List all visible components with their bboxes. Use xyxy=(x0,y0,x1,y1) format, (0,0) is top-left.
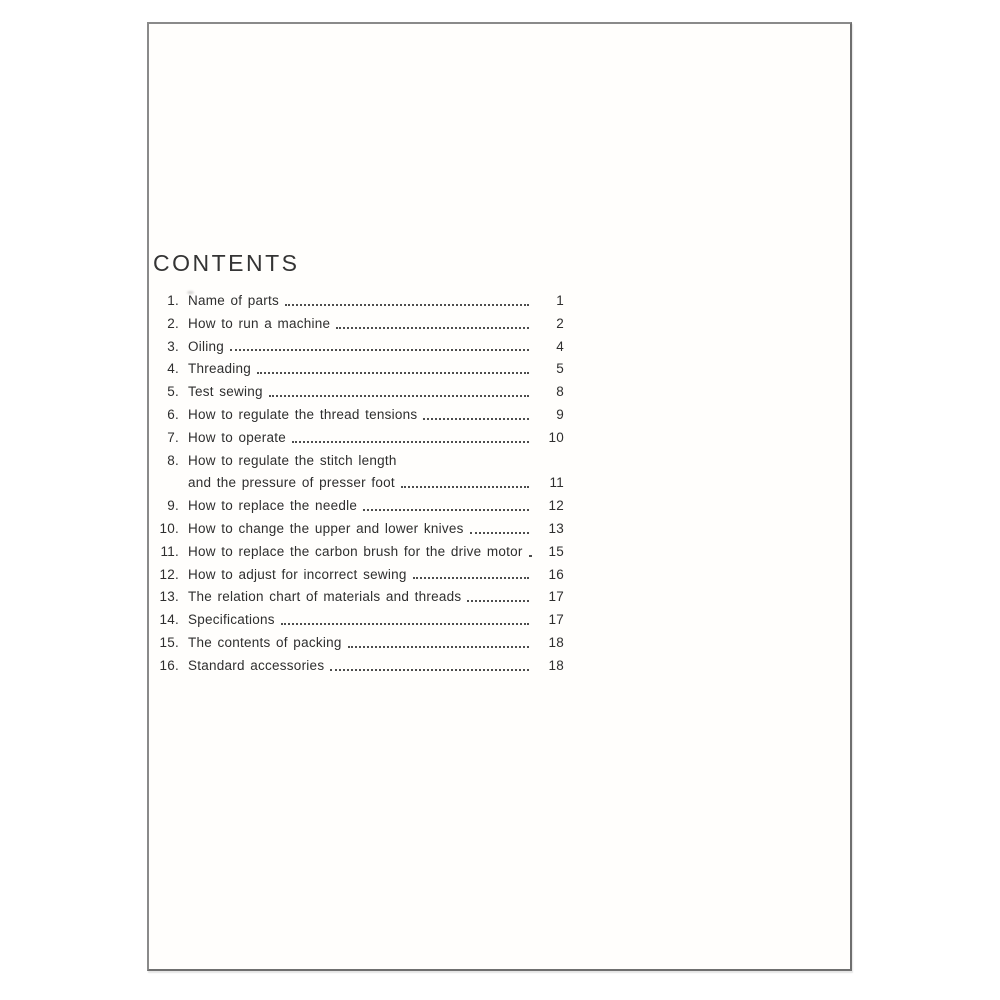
toc-row xyxy=(152,495,564,518)
toc-item-page: 2 xyxy=(556,315,564,331)
toc-item-page: 8 xyxy=(556,384,564,400)
toc-row xyxy=(152,472,564,495)
toc-item-number: 5. xyxy=(167,384,179,400)
toc-item-title: How to change the upper and lower knives xyxy=(188,520,464,536)
toc-item-title: and the pressure of presser foot xyxy=(188,475,395,491)
toc-item-page: 11 xyxy=(549,475,564,491)
toc-row xyxy=(152,427,564,450)
toc-row xyxy=(152,655,564,678)
toc-item-number: 2. xyxy=(167,315,179,331)
toc-row xyxy=(152,313,564,336)
toc-item-number: 15. xyxy=(159,634,179,650)
toc-item-title: The contents of packing xyxy=(188,634,342,650)
dotted-leader xyxy=(285,304,529,306)
toc-row xyxy=(152,358,564,381)
toc-item-title: How to operate xyxy=(188,429,287,445)
toc-item-number: 4. xyxy=(167,361,179,377)
toc-row xyxy=(152,290,564,313)
toc-item-number: 1. xyxy=(167,293,179,308)
dotted-leader xyxy=(230,349,529,351)
dotted-leader xyxy=(423,418,529,420)
dotted-leader xyxy=(330,669,529,671)
dotted-leader xyxy=(257,372,529,374)
toc-item-title: How to replace the needle xyxy=(188,498,358,514)
toc-item-title: Test sewing xyxy=(188,384,263,400)
toc-item-page: 9 xyxy=(556,406,564,422)
toc-item-page: 12 xyxy=(548,498,564,514)
toc-item-title: Threading xyxy=(188,361,252,377)
dotted-leader xyxy=(401,486,529,488)
toc-item-number: 11. xyxy=(160,543,179,559)
toc-item-page: 17 xyxy=(548,612,564,628)
toc-item-page: 17 xyxy=(548,589,564,605)
toc-row xyxy=(152,586,564,609)
toc-item-page: 1 xyxy=(556,293,564,308)
toc-item-page: 18 xyxy=(548,657,564,673)
toc-item-page: 18 xyxy=(548,634,564,650)
toc-item-page: 13 xyxy=(548,520,564,536)
toc-row xyxy=(152,564,564,587)
dotted-leader xyxy=(363,509,529,511)
toc-item-title: The relation chart of materials and threads xyxy=(188,589,462,605)
toc-item-number: 13. xyxy=(159,589,179,605)
toc-item-title: How to replace the carbon brush for the drive motor xyxy=(188,543,523,559)
toc-item-title: Standard accessories xyxy=(188,657,325,673)
dotted-leader xyxy=(413,577,529,579)
toc-item-number: 14. xyxy=(159,612,179,628)
toc-item-page: 16 xyxy=(548,566,564,582)
dotted-leader xyxy=(467,600,529,602)
toc-item-title: Oiling xyxy=(188,338,225,354)
toc-row xyxy=(152,518,564,541)
page-title: CONTENTS xyxy=(153,250,300,276)
toc-row xyxy=(152,381,564,404)
toc-item-number: 12. xyxy=(159,566,179,582)
toc-row xyxy=(152,541,564,564)
toc-item-page: 15 xyxy=(548,543,564,559)
toc-item-title: How to adjust for incorrect sewing xyxy=(188,566,407,582)
toc-row xyxy=(152,404,564,427)
toc-item-title: How to regulate the stitch length xyxy=(188,452,397,468)
toc-item-page: 5 xyxy=(556,361,564,377)
toc-row xyxy=(152,450,564,473)
toc-item-title: Specifications xyxy=(188,612,275,628)
dotted-leader xyxy=(281,623,529,625)
toc-item-number: 6. xyxy=(167,406,179,422)
toc-item-number: 9. xyxy=(167,498,179,514)
dotted-leader xyxy=(470,532,529,534)
toc-row xyxy=(152,609,564,632)
dotted-leader xyxy=(348,646,529,648)
toc-row xyxy=(152,632,564,655)
toc-item-title: How to regulate the thread tensions xyxy=(188,406,418,422)
table-of-contents xyxy=(152,290,564,678)
toc-item-number: 7. xyxy=(167,429,179,445)
toc-row xyxy=(152,336,564,359)
toc-item-number: 3. xyxy=(167,338,179,354)
dotted-leader xyxy=(292,441,529,443)
toc-item-title: Name of parts xyxy=(188,293,280,308)
dotted-leader xyxy=(336,327,529,329)
toc-item-number: 16. xyxy=(159,657,179,673)
dotted-leader xyxy=(269,395,529,397)
toc-item-title: How to run a machine xyxy=(188,315,331,331)
toc-item-number: 8. xyxy=(167,452,179,468)
toc-item-page: 4 xyxy=(556,338,564,354)
toc-item-page: 10 xyxy=(548,429,564,445)
toc-item-number: 10. xyxy=(159,520,179,536)
